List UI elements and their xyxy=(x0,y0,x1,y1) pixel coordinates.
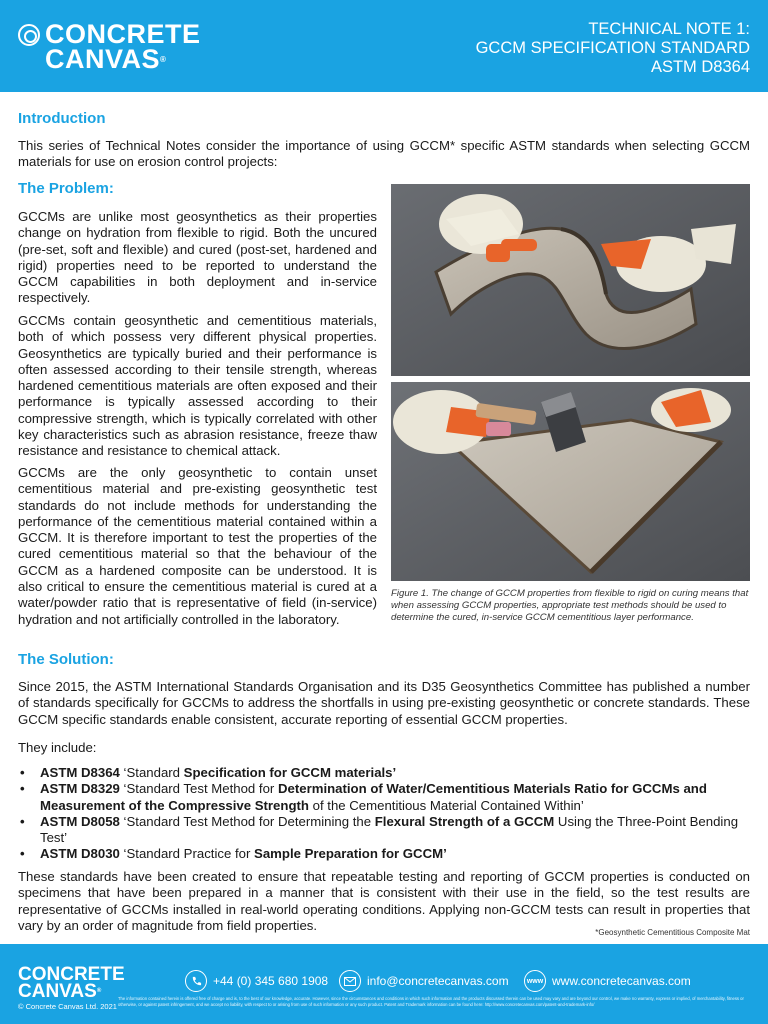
list-item: • ASTM D8329 ‘Standard Test Method for Determination of Water/Cementitious Materials Ratio for GCCMs and Measurement of the Compressive Strength of the Cementitious Material Contained Within’ xyxy=(18,781,750,814)
logo-mark-icon xyxy=(18,24,40,46)
title-line2: GCCM SPECIFICATION STANDARD xyxy=(475,39,750,57)
footer-logo-line1: CONCRETE xyxy=(18,964,125,985)
footer-logo-line2: CANVAS xyxy=(18,981,97,1002)
email-address[interactable]: info@concretecanvas.com xyxy=(367,974,509,988)
header-banner xyxy=(0,0,768,92)
phone-contact[interactable] xyxy=(185,970,328,992)
footnote: *Geosynthetic Cementitious Composite Mat xyxy=(595,928,750,937)
intro-text: This series of Technical Notes consider the importance of using GCCM* specific ASTM standards when selecting GCCM materials for use on erosion control projects: xyxy=(18,138,750,170)
email-icon xyxy=(339,970,361,992)
footer-banner xyxy=(0,944,768,1024)
title-line3: ASTM D8364 xyxy=(650,58,750,76)
logo-line2: CANVAS xyxy=(45,44,161,74)
they-include-label: They include: xyxy=(18,740,97,755)
email-contact[interactable] xyxy=(339,970,509,992)
phone-icon xyxy=(185,970,207,992)
footer-logo[interactable]: CONCRETE CANVAS® xyxy=(18,964,125,1002)
logo-line1: CONCRETE xyxy=(45,19,201,49)
problem-paragraph-3: GCCMs are the only geosynthetic to contain unset cementitious material and pre-existing geosynthetic test standards do not include methods for understanding the performance of the cementitious material contained within a GCCM. It is therefore important to test the properties of the cured cementitious material so that the behaviour of the GCCM as a hardened composite can be understood. It is also critical to ensure the cementitious material is cured at a water/powder ratio that is representative of field (in-service) hydration and not artificially controlled in the laboratory. xyxy=(18,465,377,627)
problem-paragraph-2: GCCMs contain geosynthetic and cementitious materials, both of which possess very different physical properties. Geosynthetics are typically buried and their performance is often assessed according to their tensile strength, whereas hardened cementitious materials are often exposed and their performance is typically assessed according to their compressive strength, which is typically correlated with other key characteristics such as abrasion resistance, freeze thaw resistance and resistance to chemical attack. xyxy=(18,313,377,459)
figure-caption: Figure 1. The change of GCCM properties from flexible to rigid on curing means that when assessing GCCM properties, appropriate test methods should be used to determine the cured, in-service GCCM cementitious layer performance. xyxy=(391,588,749,623)
phone-number[interactable]: +44 (0) 345 680 1908 xyxy=(213,974,329,988)
website-contact[interactable] xyxy=(524,970,691,992)
legal-disclaimer: The information contained herein is offered free of charge and is, to the best of our knowledge, accurate. However, since the circumstances and conditions in which such information and the products discussed therein can be used may vary and are beyond our control, we make no warranty, express or implied, of merchantability, fitness or otherwise, or against patent infringement, and we accept no liability, with respect to or arising from use of such information or any such product. Patent and Trademark information can be found here: http://www.concretecanvas.com/patent-and-trademark-info/ xyxy=(118,996,744,1007)
document-title xyxy=(476,20,750,77)
problem-paragraph-1: GCCMs are unlike most geosynthetics as their properties change on hydration from flexible to rigid. Both the uncured (pre-set, soft and flexible) and cured (post-set, hardened and rigid) properties need to be reported to understand the GCCM capabilities in both deployment and in-service respectively. xyxy=(18,209,377,306)
list-item: • ASTM D8030 ‘Standard Practice for Sample Preparation for GCCM’ xyxy=(18,846,750,862)
astm-standards-list xyxy=(18,765,750,863)
solution-heading: The Solution: xyxy=(18,651,114,668)
website-url[interactable]: www.concretecanvas.com xyxy=(552,974,691,988)
solution-paragraph-1: Since 2015, the ASTM International Standards Organisation and its D35 Geosynthetics Committee has published a number of standards specifically for GCCMs to address the shortfalls in using pre-existing geosynthetic or concrete standards. These GCCM specific standards enable consistent, accurate reporting of essential GCCM properties. xyxy=(18,679,750,727)
intro-heading: Introduction xyxy=(18,110,106,127)
globe-icon: www xyxy=(524,970,546,992)
title-line1: TECHNICAL NOTE 1: xyxy=(588,20,750,38)
photo-flexible-gccm xyxy=(391,184,750,376)
list-item: • ASTM D8364 ‘Standard Specification for GCCM materials’ xyxy=(18,765,750,781)
photo-rigid-gccm-hammer xyxy=(391,382,750,581)
solution-paragraph-2: These standards have been created to ensure that repeatable testing and reporting of GCCM properties is conducted on specimens that have been prepared in a manner that is consistent with their use in the field, so the test results are representative of GCCMs installed in real-world operating conditions. Applying non-GCCM tests can result in properties that vary by an order of magnitude from field properties. xyxy=(18,869,750,933)
copyright: © Concrete Canvas Ltd. 2021 xyxy=(18,1002,117,1011)
list-item: • ASTM D8058 ‘Standard Test Method for Determining the Flexural Strength of a GCCM Using the Three-Point Bending Test’ xyxy=(18,814,750,847)
concrete-canvas-logo[interactable]: CONCRETE CANVAS® xyxy=(18,22,201,72)
problem-heading: The Problem: xyxy=(18,180,114,197)
